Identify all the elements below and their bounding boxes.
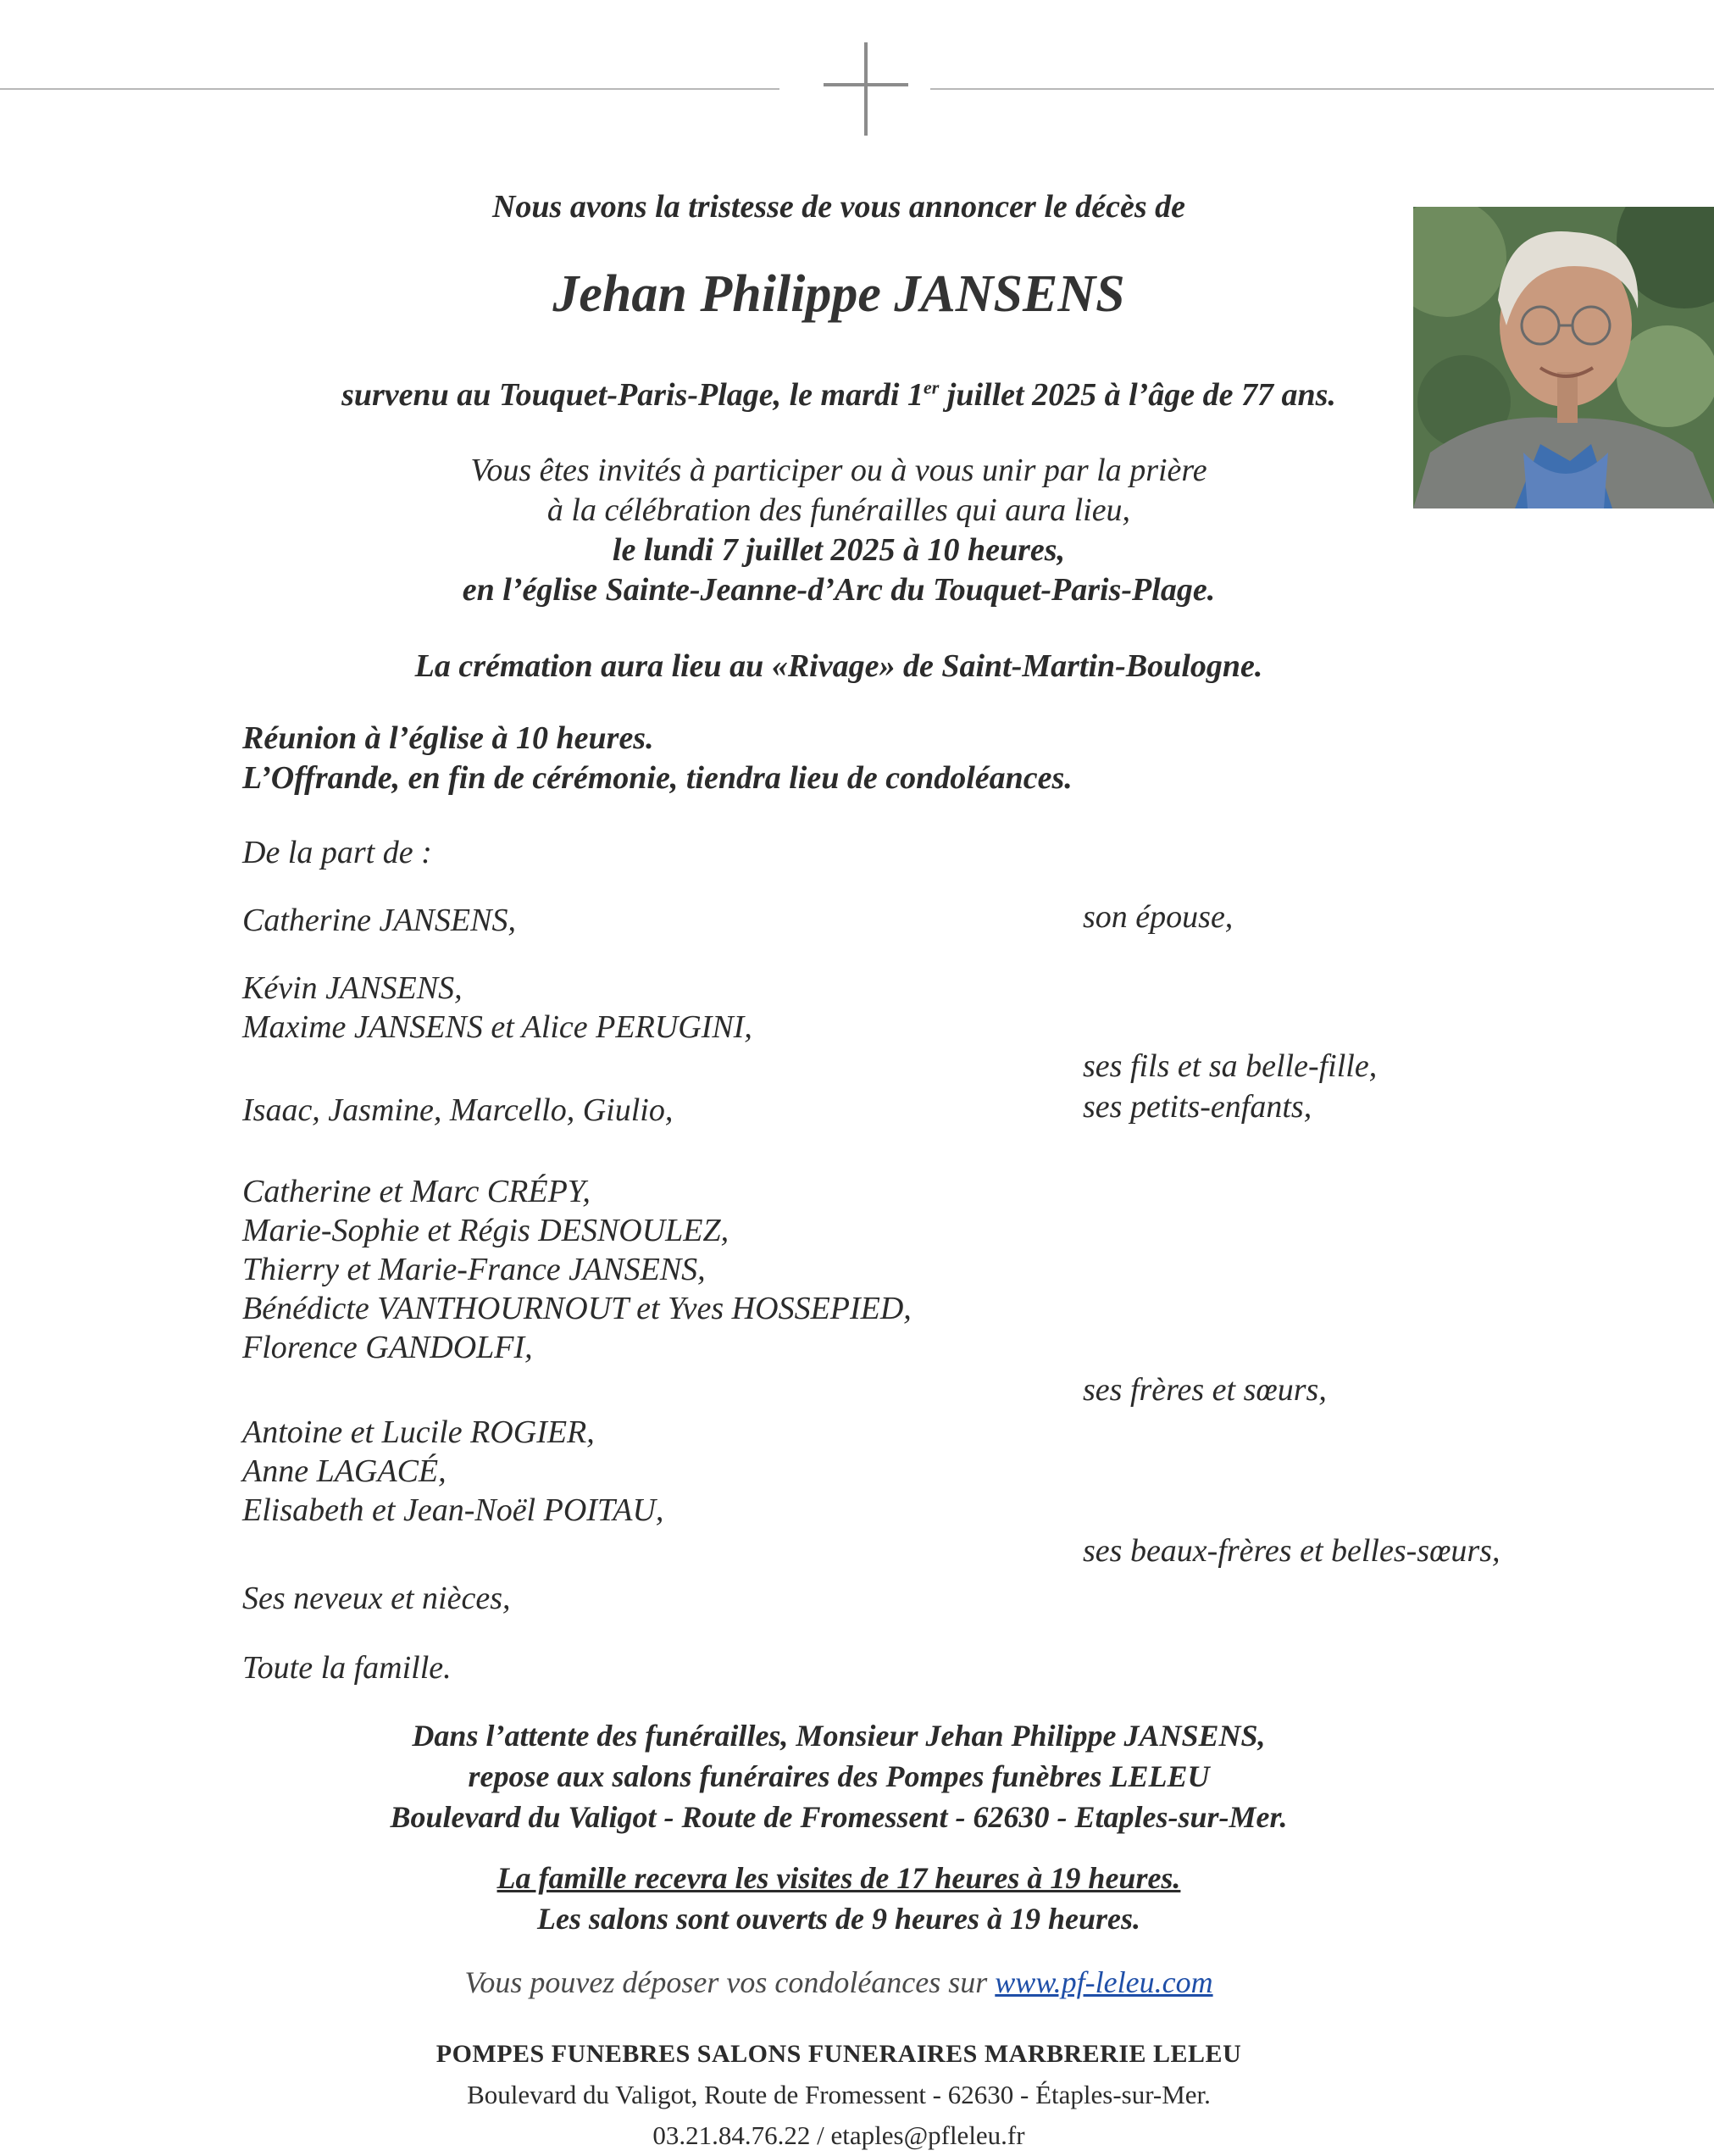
family-member: Catherine JANSENS, <box>242 903 516 938</box>
condolences-link[interactable]: www.pf-leleu.com <box>995 1965 1213 1999</box>
death-details: survenu au Touquet-Paris-Plage, le mardi 1er juillet 2025 à l’âge de 77 ans. <box>341 376 1336 413</box>
funeral-home-footer <box>203 2034 1474 2156</box>
header-rule-left <box>0 88 779 90</box>
family-role: ses frères et sœurs, <box>1083 1372 1327 1408</box>
family-intro: De la part de : <box>242 835 432 870</box>
visit-hours: La famille recevra les visites de 17 heures à 19 heures. Les salons sont ouverts de 9 heures à 19 heures. <box>496 1861 1181 1936</box>
family-role: ses fils et sa belle-fille, <box>1083 1048 1378 1084</box>
family-member: Anne LAGACÉ, <box>242 1453 447 1489</box>
funeral-home-address: Boulevard du Valigot, Route de Fromessent - 62630 - Étaples-sur-Mer. <box>467 2080 1211 2109</box>
portrait-photo <box>1413 207 1714 508</box>
family-member: Bénédicte VANTHOURNOUT et Yves HOSSEPIED, <box>242 1291 912 1326</box>
funeral-home-contact: 03.21.84.76.22 / etaples@pfleleu.fr <box>652 2120 1025 2150</box>
ceremony-invitation: Vous êtes invités à participer ou à vous unir par la prière à la célébration des funérailles qui aura lieu, le lundi 7 juillet 2025 à 10 heures, en l’église Sainte-Jeanne-d’Arc du Touquet-Paris-Plage. <box>462 453 1216 608</box>
header-rule-right <box>930 88 1714 90</box>
family-role: ses beaux-frères et belles-sœurs, <box>1083 1533 1500 1569</box>
family-member: Florence GANDOLFI, <box>242 1330 533 1365</box>
reunion-info: Réunion à l’église à 10 heures. L’Offrande, en fin de cérémonie, tiendra lieu de condoléances. <box>242 720 1073 796</box>
family-member: Toute la famille. <box>242 1650 452 1686</box>
cremation-info: La crémation aura lieu au «Rivage» de Saint-Martin-Boulogne. <box>414 648 1263 684</box>
family-member: Catherine et Marc CRÉPY, <box>242 1174 591 1209</box>
announcement-intro: Nous avons la tristesse de vous annoncer le décès de <box>491 189 1186 225</box>
family-role: ses petits-enfants, <box>1083 1089 1312 1125</box>
family-member: Marie-Sophie et Régis DESNOULEZ, <box>242 1213 729 1248</box>
funeral-home-name: POMPES FUNEBRES SALONS FUNERAIRES MARBRERIE LELEU <box>435 2040 1242 2068</box>
family-member: Thierry et Marie-France JANSENS, <box>242 1252 706 1287</box>
family-member: Kévin JANSENS, <box>242 970 463 1006</box>
family-member: Isaac, Jasmine, Marcello, Giulio, <box>242 1092 674 1128</box>
family-member: Maxime JANSENS et Alice PERUGINI, <box>242 1009 752 1045</box>
family-member: Elisabeth et Jean-Noël POITAU, <box>242 1492 664 1528</box>
family-role: son épouse, <box>1083 899 1234 935</box>
repose-info: Dans l’attente des funérailles, Monsieur Jehan Philippe JANSENS, repose aux salons funéraires des Pompes funèbres LELEU Boulevard du Valigot - Route de Fromessent - 62630 - Etaples-sur-Mer. <box>390 1719 1288 1834</box>
family-member: Ses neveux et nièces, <box>242 1581 511 1616</box>
family-member: Antoine et Lucile ROGIER, <box>242 1414 595 1450</box>
condolences-line: Vous pouvez déposer vos condoléances sur www.pf-leleu.com <box>464 1965 1213 1999</box>
deceased-name: Jehan Philippe JANSENS <box>552 265 1125 323</box>
